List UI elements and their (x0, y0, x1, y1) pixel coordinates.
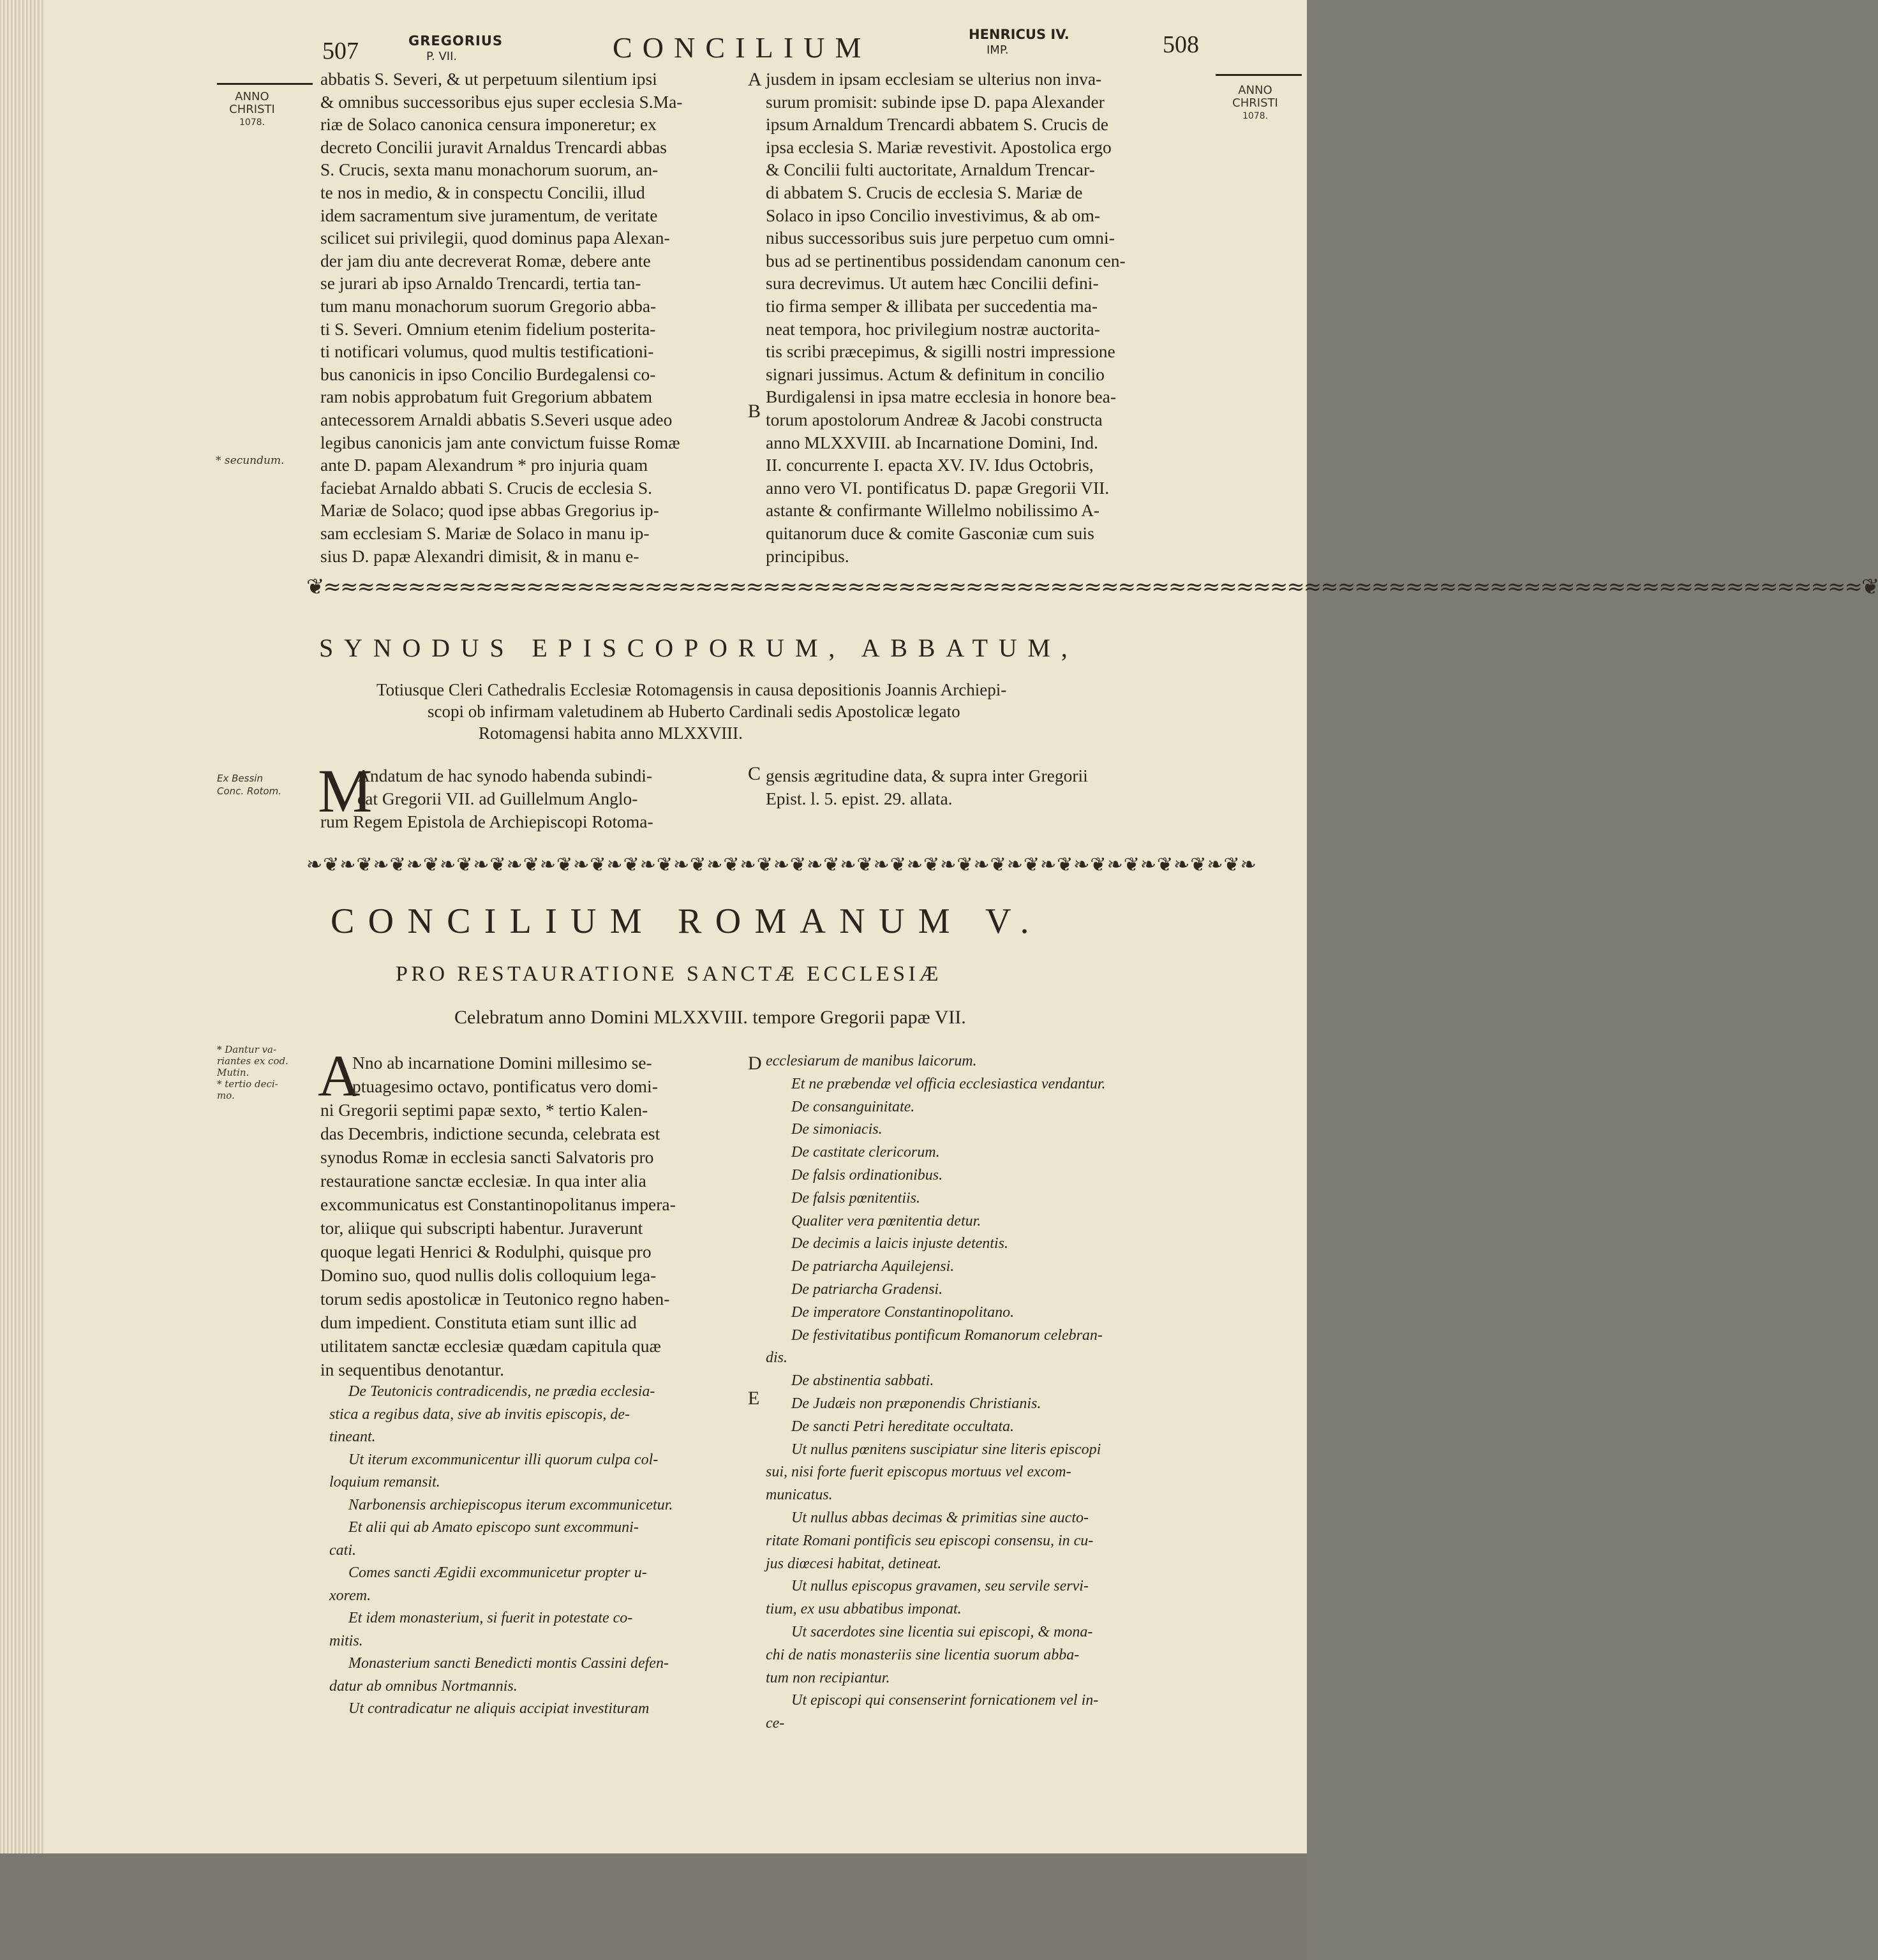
note-dantur: * Dantur va- riantes ex cod. Mutin. * tertio deci- mo. (217, 1044, 288, 1101)
body-line: synodus Romæ in ecclesia sancti Salvatoris pro (320, 1147, 654, 1167)
capitulum-line: mitis. (329, 1632, 363, 1649)
body-line: Solaco in ipso Concilio investivimus, & ab om- (766, 205, 1101, 225)
subtitle-line: scopi ob infirmam valetudinem ab Huberto Cardinali sedis Apostolicæ legato (428, 702, 960, 721)
body-line: excommunicatus est Constantinopolitanus impera- (320, 1194, 676, 1214)
left-year-note: ANNO CHRISTI 1078. (229, 90, 275, 128)
capitulum-line: jus diœcesi habitat, detineat. (766, 1555, 942, 1572)
body-line: idem sacramentum sive juramentum, de veritate (320, 205, 658, 225)
capitulum-line: cati. (329, 1541, 356, 1559)
capitulum-line: Ut iterum excommunicentur illi quorum culpa col- (348, 1451, 659, 1468)
body-line: gensis ægritudine data, & supra inter Gregorii (766, 766, 1088, 785)
right-year-note: ANNO CHRISTI 1078. (1232, 84, 1278, 121)
concilium-drop-cap: A (318, 1043, 361, 1108)
body-line: anno vero VI. pontificatus D. papæ Gregorii VII. (766, 477, 1110, 498)
left-running-head: GREGORIUS (408, 33, 503, 48)
capitulum-line: De castitate clericorum. (791, 1144, 940, 1161)
capitulum-line: Comes sancti Ægidii excommunicetur propter u- (348, 1564, 647, 1581)
body-line: bus canonicis in ipso Concilio Burdegalensi co- (320, 364, 656, 384)
body-line: Epist. l. 5. epist. 29. allata. (766, 789, 953, 808)
body-line: nibus successoribus suis jure perpetuo cum omni- (766, 228, 1115, 248)
body-line: tor, aliique qui subscripti habentur. Juraverunt (320, 1218, 643, 1238)
capitulum-line: De patriarcha Aquilejensi. (791, 1258, 955, 1275)
body-line: astante & confirmante Willelmo nobilissimo A- (766, 500, 1100, 521)
body-line: abbatis S. Severi, & ut perpetuum silentium ipsi (320, 69, 657, 89)
capitulum-line: De Judæis non præponendis Christianis. (791, 1395, 1041, 1412)
body-line: anno MLXXVIII. ab Incarnatione Domini, Ind. (766, 432, 1098, 452)
capitulum-line: De Teutonicis contradicendis, ne prædia ecclesia- (348, 1383, 655, 1400)
body-line: Nno ab incarnatione Domini millesimo se- (352, 1053, 652, 1073)
capitulum-line: Qualiter vera pœnitentia detur. (791, 1212, 981, 1229)
capitulum-line: xorem. (329, 1587, 371, 1604)
note-secundum: * secundum. (216, 454, 285, 467)
body-line: II. concurrente I. epacta XV. IV. Idus Octobris, (766, 455, 1094, 475)
marker-e: E (748, 1388, 760, 1409)
body-line: signari jussimus. Actum & definitum in concilio (766, 364, 1105, 384)
capitulum-line: Et idem monasterium, si fuerit in potestate co- (348, 1610, 633, 1626)
capitulum-line: loquium remansit. (329, 1474, 440, 1490)
capitulum-line: sui, nisi forte fuerit episcopus mortuus vel excom- (766, 1464, 1071, 1481)
body-line: tio firma semper & illibata per succedentia ma- (766, 296, 1098, 316)
capitulum-line: Et alii qui ab Amato episcopo sunt excommuni- (348, 1519, 639, 1536)
marker-a: A (748, 69, 762, 90)
capitulum-line: De patriarcha Gradensi. (791, 1281, 943, 1298)
right-margin-rule (1216, 74, 1302, 76)
body-line: ni Gregorii septimi papæ sexto, * tertio Kalen- (320, 1100, 648, 1120)
body-line: legibus canonicis jam ante convictum fuisse Romæ (320, 432, 680, 452)
body-line: & Concilii fulti auctoritate, Arnaldum Trencar- (766, 160, 1095, 180)
body-line: scilicet sui privilegii, quod dominus papa Alexan- (320, 228, 670, 248)
subtitle-line: Rotomagensi habita anno MLXXVIII. (479, 724, 743, 743)
capitulum-line: De decimis a laicis injuste detentis. (791, 1235, 1008, 1252)
capitulum-line: tium, ex usu abbatibus imponat. (766, 1601, 962, 1618)
body-line: sius D. papæ Alexandri dimisit, & in manu e- (320, 546, 639, 566)
concilium-title: CONCILIUM ROMANUM V. (331, 902, 1043, 941)
capitulum-line: De consanguinitate. (791, 1098, 915, 1115)
body-line: sura decrevimus. Ut autem hæc Concilii defini- (766, 273, 1099, 293)
marker-d: D (748, 1053, 762, 1074)
right-running-head: HENRICUS IV. (969, 27, 1069, 42)
left-page-number: 507 (322, 38, 359, 64)
capitulum-line: datur ab omnibus Nortmannis. (329, 1677, 518, 1695)
body-line: Domino suo, quod nullis dolis colloquium lega- (320, 1265, 657, 1285)
capitulum-line: stica a regibus data, sive ab invitis episcopis, de- (329, 1406, 630, 1423)
ornament-band-middle: ❧❦❧❦❧❦❧❦❧❦❧❦❧❦❧❦❧❦❧❦❧❦❧❦❧❦❧❦❧❦❧❦❧❦❧❦❧❦❧❦❧❦❧❦❧❦❧❦❧❦❧❦❧❦❧❦❧ (306, 854, 1257, 876)
capitulum-line: De simoniacis. (791, 1121, 883, 1138)
synodus-drop-cap: M (318, 757, 373, 825)
body-line: torum sedis apostolicæ in Teutonico regno haben- (320, 1289, 670, 1309)
left-margin-rule (217, 83, 313, 85)
page-edge-stack (0, 0, 45, 1853)
body-line: ti notificari volumus, quod multis testificationi- (320, 341, 654, 362)
capitulum-line: tum non recipiantur. (766, 1669, 890, 1686)
body-line: quitanorum duce & comite Gasconiæ cum suis (766, 523, 1094, 543)
capitulum-line: De abstinentia sabbati. (791, 1372, 934, 1390)
body-line: ipsum Arnaldum Trencardi abbatem S. Crucis de (766, 114, 1108, 135)
capitulum-line: De falsis ordinationibus. (791, 1167, 943, 1184)
body-line: decreto Concilii juravit Arnaldus Trencardi abbas (320, 137, 667, 157)
capitulum-line: ritate Romani pontificis seu episcopi consensu, in cu- (766, 1532, 1094, 1549)
capitulum-line: ecclesiarum de manibus laicorum. (766, 1053, 977, 1069)
body-line: Mariæ de Solaco; quod ipse abbas Gregorius ip- (320, 500, 659, 521)
subtitle-line: Totiusque Cleri Cathedralis Ecclesiæ Rotomagensis in causa depositionis Joannis Archiepi- (376, 680, 1007, 699)
body-line: utilitatem sanctæ ecclesiæ quædam capitula quæ (320, 1336, 661, 1356)
body-line: surum promisit: subinde ipse D. papa Alexander (766, 91, 1105, 112)
capitulum-line: Narbonensis archiepiscopus iterum excommunicetur. (348, 1496, 673, 1513)
scanner-bed (0, 1853, 1307, 1960)
body-line: sam ecclesiam S. Mariæ de Solaco in manu ip- (320, 523, 650, 543)
capitulum-line: tineant. (329, 1429, 376, 1445)
body-line: se jurari ab ipso Arnaldo Trencardi, tertia tan- (320, 273, 641, 293)
capitulum-line: De sancti Petri hereditate occultata. (791, 1418, 1015, 1435)
body-line: antecessorem Arnaldi abbatis S.Severi usque adeo (320, 410, 673, 429)
body-line: Burdigalensi in ipsa matre ecclesia in honore bea- (766, 387, 1117, 407)
body-line: quoque legati Henrici & Rodulphi, quisque pro (320, 1242, 652, 1261)
body-line: faciebat Arnaldo abbati S. Crucis de ecclesia S. (320, 477, 653, 498)
body-line: ti S. Severi. Omnium etenim fidelium posterita- (320, 318, 656, 339)
body-line: riæ de Solaco canonica censura imponeretur; ex (320, 114, 657, 135)
body-line: bus ad se pertinentibus possidendam canonum cen- (766, 250, 1126, 271)
left-running-head-sub: P. VII. (426, 50, 458, 63)
body-line: Andatum de hac synodo habenda subindi- (357, 766, 653, 785)
body-line: cat Gregorii VII. ad Guillelmum Anglo- (357, 789, 638, 808)
body-line: ante D. papam Alexandrum * pro injuria quam (320, 455, 648, 475)
body-line: ipsa ecclesia S. Mariæ revestivit. Apostolica ergo (766, 137, 1112, 157)
body-line: restauratione sanctæ ecclesiæ. In qua inter alia (320, 1171, 646, 1191)
synodus-title: SYNODUS EPISCOPORUM, ABBATUM, (319, 634, 1078, 662)
right-page-number: 508 (1163, 31, 1199, 58)
capitulum-line: municatus. (766, 1487, 833, 1504)
capitulum-line: Monasterium sancti Benedicti montis Cassini defen- (348, 1655, 669, 1672)
body-line: tum manu monachorum suorum Gregorio abba- (320, 296, 657, 316)
capitulum-line: Ut nullus pœnitens suscipiatur sine literis episcopi (791, 1441, 1101, 1458)
capitulum-line: De falsis pœnitentiis. (791, 1189, 921, 1206)
capitulum-line: De festivitatibus pontificum Romanorum celebran- (791, 1326, 1103, 1344)
capitulum-line: dis. (766, 1349, 788, 1367)
capitulum-line: De imperatore Constantinopolitano. (791, 1303, 1015, 1321)
body-line: neat tempora, hoc privilegium nostræ auctorita- (766, 318, 1100, 339)
body-line: das Decembris, indictione secunda, celebrata est (320, 1124, 660, 1143)
body-line: S. Crucis, sexta manu monachorum suorum, an- (320, 160, 659, 180)
capitulum-line: Ut sacerdotes sine licentia sui episcopi, & mona- (791, 1624, 1093, 1640)
body-line: jusdem in ipsam ecclesiam se ulterius non inva- (766, 69, 1102, 89)
marker-b: B (748, 401, 761, 422)
capitulum-line: ce- (766, 1715, 785, 1732)
body-line: torum apostolorum Andreæ & Jacobi constructa (766, 410, 1103, 429)
body-line: ptuagesimo octavo, pontificatus vero domi- (352, 1076, 658, 1096)
body-line: rum Regem Epistola de Archiepiscopi Rotoma- (320, 812, 653, 831)
body-line: der jam diu ante decreverat Romæ, debere ante (320, 250, 651, 271)
body-line: te nos in medio, & in conspectu Concilii, illud (320, 182, 645, 202)
capitulum-line: Ut episcopi qui consenserint fornicationem vel in- (791, 1692, 1099, 1709)
right-running-head-sub: IMP. (987, 43, 1009, 57)
concilium-celebratum: Celebratum anno Domini MLXXVIII. tempore Gregorii papæ VII. (454, 1007, 966, 1028)
running-title: CONCILIUM (613, 31, 872, 64)
capitulum-line: Et ne præbendæ vel officia ecclesiastica vendantur. (791, 1075, 1106, 1092)
marker-c: C (748, 763, 761, 784)
body-line: & omnibus successoribus ejus super ecclesia S.Ma- (320, 91, 683, 112)
capitulum-line: Ut contradicatur ne aliquis accipiat investituram (348, 1700, 650, 1717)
capitulum-line: Ut nullus episcopus gravamen, seu servile servi- (791, 1578, 1089, 1595)
body-line: in sequentibus denotantur. (320, 1360, 504, 1379)
body-line: tis scribi præcepimus, & sigilli nostri impressione (766, 341, 1115, 362)
note-ex-bessin: Ex Bessin Conc. Rotom. (217, 773, 281, 797)
capitulum-line: chi de natis monasteriis sine licentia suorum abba- (766, 1646, 1080, 1663)
ornament-band-top: ❦≈≈≈≈≈≈≈≈≈≈≈≈≈≈≈≈≈≈≈≈≈≈≈≈≈≈≈≈≈≈≈≈≈≈≈≈≈≈≈≈≈≈≈≈≈≈≈≈≈≈≈≈≈≈≈≈≈≈≈≈≈≈≈≈≈≈≈≈≈≈≈≈≈≈≈≈≈≈≈≈≈≈≈≈≈≈≈≈≈≈≈❦ (306, 574, 1878, 600)
body-line: di abbatem S. Crucis de ecclesia S. Mariæ de (766, 182, 1083, 202)
capitulum-line: Ut nullus abbas decimas & primitias sine aucto- (791, 1510, 1089, 1526)
body-line: dum impedient. Constituta etiam sunt illic ad (320, 1312, 637, 1332)
body-line: principibus. (766, 546, 849, 566)
concilium-subtitle: PRO RESTAURATIONE SANCTÆ ECCLESIÆ (396, 962, 942, 986)
body-line: ram nobis approbatum fuit Gregorium abbatem (320, 387, 653, 407)
